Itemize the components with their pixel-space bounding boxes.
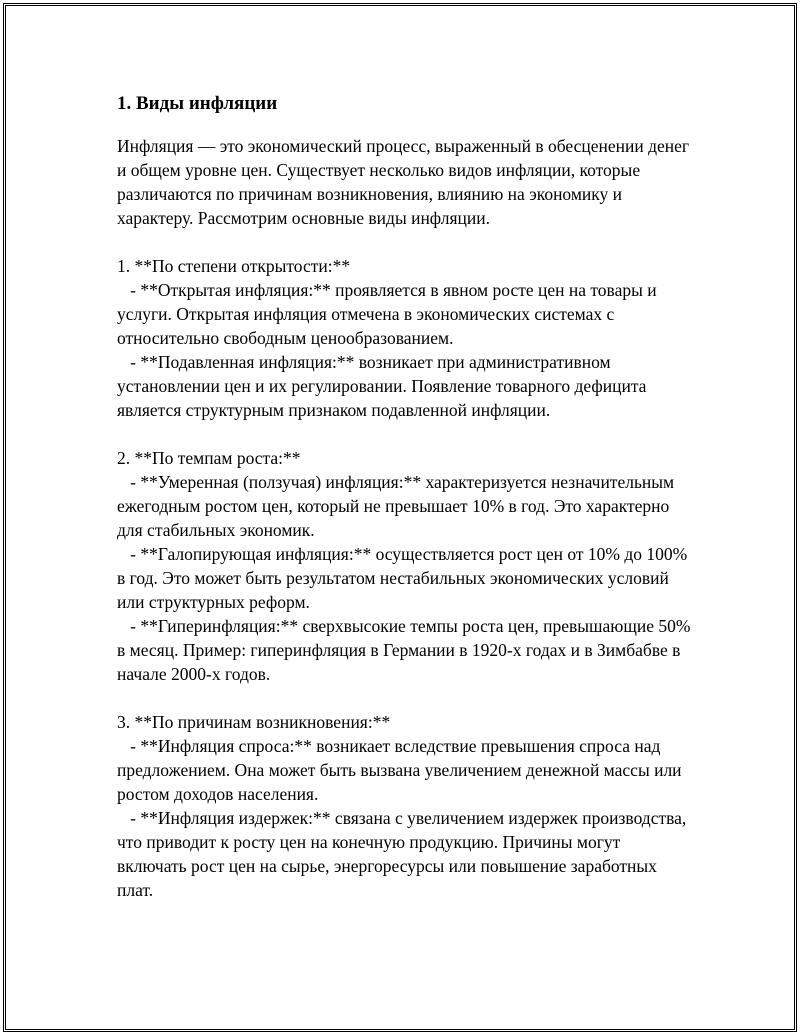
spacer — [117, 422, 692, 446]
section-title: 1. **По степени открытости:** — [117, 256, 351, 276]
intro-paragraph: Инфляция — это экономический процесс, выраженный в обесценении денег и общем уровне цен. Существует несколько видов инфляции, которые различаются по причинам возникновения, влиянию на экономику и характеру. Рассмотрим основные виды инфляции. — [117, 136, 694, 228]
document-body — [117, 92, 695, 902]
section-title: 3. **По причинам возникновения:** — [117, 712, 391, 732]
list-item: - **Гиперинфляция:** сверхвысокие темпы роста цен, превышающие 50% в месяц. Пример: гиперинфляция в Германии в 1920-х годах и в Зимбабве в начале 2000-х годов. — [117, 616, 695, 684]
spacer — [117, 230, 692, 254]
list-item: - **Инфляция спроса:** возникает вследствие превышения спроса над предложением. Она может быть вызвана увеличением денежной массы или ростом доходов населения. — [117, 736, 686, 804]
section-title: 2. **По темпам роста:** — [117, 448, 301, 468]
list-item: - **Умеренная (ползучая) инфляция:** характеризуется незначительным ежегодным ростом цен, который не превышает 10% в год. Это характерно для стабильных экономик. — [117, 472, 679, 540]
list-item: - **Галопирующая инфляция:** осуществляется рост цен от 10% до 100% в год. Это может быть результатом нестабильных экономических условий или структурных реформ. — [117, 544, 692, 612]
list-item: - **Подавленная инфляция:** возникает при административном установлении цен и их регулировании. Появление товарного дефицита является структурным признаком подавленной инфляции. — [117, 352, 651, 420]
list-item: - **Открытая инфляция:** проявляется в явном росте цен на товары и услуги. Открытая инфляция отмечена в экономических системах с относительно свободным ценообразованием. — [117, 280, 661, 348]
spacer — [117, 686, 692, 710]
section-heading: 1. Виды инфляции — [117, 93, 278, 114]
list-item: - **Инфляция издержек:** связана с увеличением издержек производства, что приводит к росту цен на конечную продукцию. Причины могут включать рост цен на сырье, энергоресурсы или повышение заработных плат. — [117, 808, 691, 900]
